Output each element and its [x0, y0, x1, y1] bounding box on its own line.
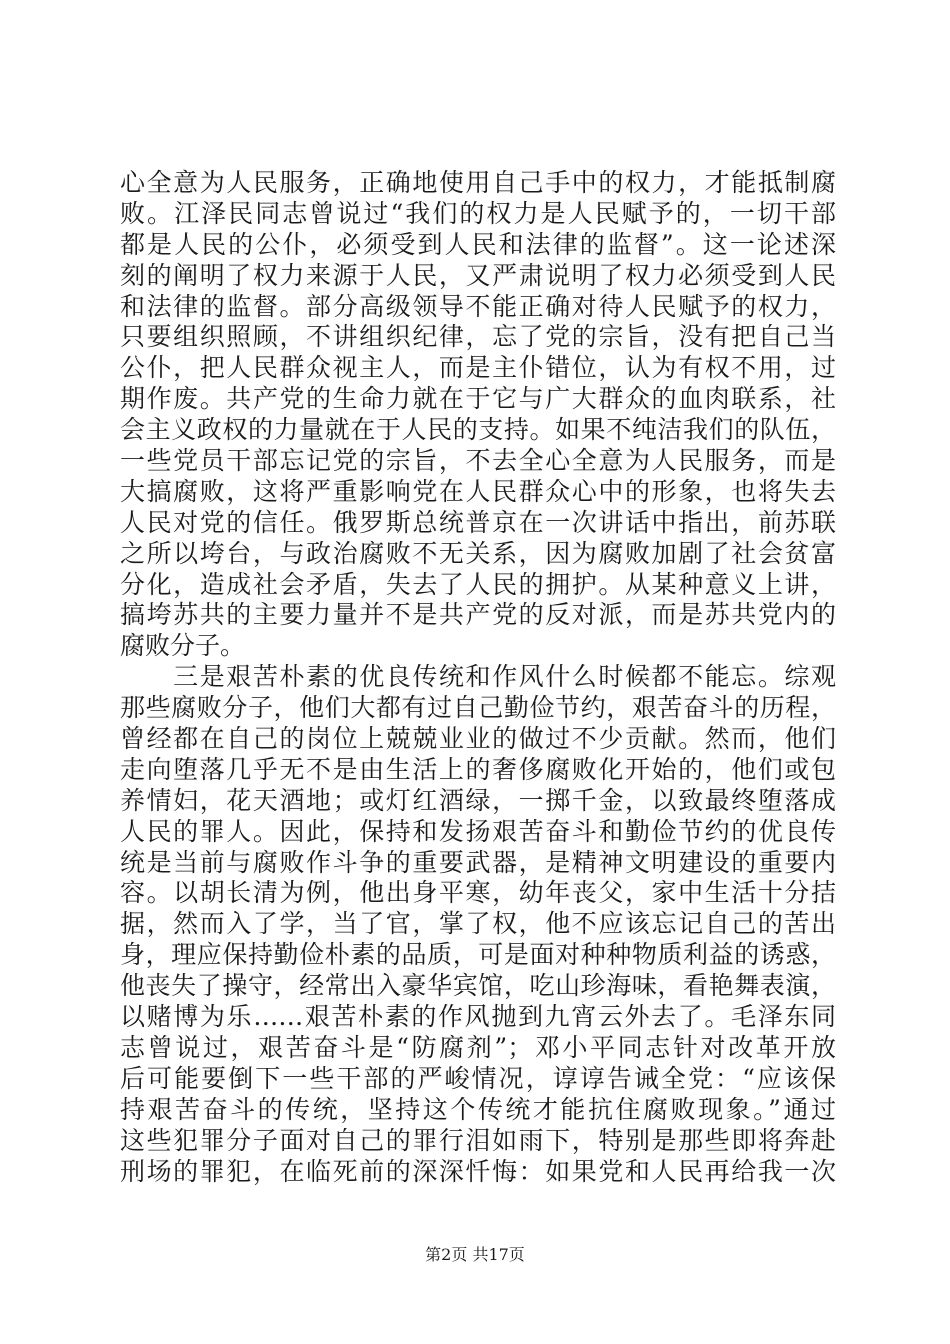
- text-line: 人民对党的信任。俄罗斯总统普京在一次讲话中指出，前苏联: [120, 507, 836, 537]
- text-line: 刑场的罪犯，在临死前的深深忏悔：如果党和人民再给我一次: [120, 1156, 836, 1186]
- text-line: 都是人民的公仆，必须受到人民和法律的监督”。这一论述深: [120, 229, 836, 259]
- text-line: 曾经都在自己的岗位上兢兢业业的做过不少贡献。然而，他们: [120, 724, 836, 754]
- text-line: 容。以胡长清为例，他出身平寒，幼年丧父，家中生活十分拮: [120, 878, 836, 908]
- text-line: 他丧失了操守，经常出入豪华宾馆，吃山珍海味，看艳舞表演，: [120, 971, 836, 1001]
- text-line: 养情妇，花天酒地；或灯红酒绿，一掷千金，以致最终堕落成: [120, 785, 836, 815]
- page-footer: [0, 1242, 950, 1265]
- text-line: 身，理应保持勤俭朴素的品质，可是面对种种物质利益的诱惑，: [120, 940, 836, 970]
- document-body: [120, 168, 836, 1187]
- text-line: 那些腐败分子，他们大都有过自己勤俭节约，艰苦奋斗的历程，: [120, 693, 836, 723]
- text-line: 统是当前与腐败作斗争的重要武器，是精神文明建设的重要内: [120, 847, 836, 877]
- text-line: 一些党员干部忘记党的宗旨，不去全心全意为人民服务，而是: [120, 446, 836, 476]
- text-line: 走向堕落几乎无不是由生活上的奢侈腐败化开始的，他们或包: [120, 754, 836, 784]
- text-line: 据，然而入了学，当了官，掌了权，他不应该忘记自己的苦出: [120, 909, 836, 939]
- text-line: 腐败分子。: [120, 631, 246, 661]
- text-line: 之所以垮台，与政治腐败不无关系，因为腐败加剧了社会贫富: [120, 538, 836, 568]
- text-line: 刻的阐明了权力来源于人民，又严肃说明了权力必须受到人民: [120, 260, 836, 290]
- text-line: 三是艰苦朴素的优良传统和作风什么时候都不能忘。综观: [120, 662, 836, 692]
- text-line: 公仆，把人民群众视主人，而是主仆错位，认为有权不用，过: [120, 353, 836, 383]
- text-line: 后可能要倒下一些干部的严峻情况，谆谆告诫全党：“应该保: [120, 1063, 836, 1093]
- text-line: 志曾说过，艰苦奋斗是“防腐剂”；邓小平同志针对改革开放: [120, 1032, 836, 1062]
- text-line: 心全意为人民服务，正确地使用自己手中的权力，才能抵制腐: [120, 168, 836, 197]
- text-line: 会主义政权的力量就在于人民的支持。如果不纯洁我们的队伍，: [120, 415, 836, 445]
- text-line: 和法律的监督。部分高级领导不能正确对待人民赋予的权力，: [120, 291, 836, 321]
- text-line: 搞垮苏共的主要力量并不是共产党的反对派，而是苏共党内的: [120, 600, 836, 630]
- page-number: 第2页 共17页: [425, 1245, 525, 1264]
- text-line: 期作废。共产党的生命力就在于它与广大群众的血肉联系，社: [120, 384, 836, 414]
- text-line: 败。江泽民同志曾说过“我们的权力是人民赋予的，一切干部: [120, 198, 836, 228]
- text-line: 人民的罪人。因此，保持和发扬艰苦奋斗和勤俭节约的优良传: [120, 816, 836, 846]
- text-line: 这些犯罪分子面对自己的罪行泪如雨下，特别是那些即将奔赴: [120, 1125, 836, 1155]
- text-line: 以赌博为乐……艰苦朴素的作风抛到九宵云外去了。毛泽东同: [120, 1002, 836, 1032]
- text-line: 大搞腐败，这将严重影响党在人民群众心中的形象，也将失去: [120, 476, 836, 506]
- text-line: 分化，造成社会矛盾，失去了人民的拥护。从某种意义上讲，: [120, 569, 836, 599]
- text-line: 只要组织照顾，不讲组织纪律，忘了党的宗旨，没有把自己当: [120, 322, 836, 352]
- text-line: 持艰苦奋斗的传统，坚持这个传统才能抗住腐败现象。”通过: [120, 1094, 836, 1124]
